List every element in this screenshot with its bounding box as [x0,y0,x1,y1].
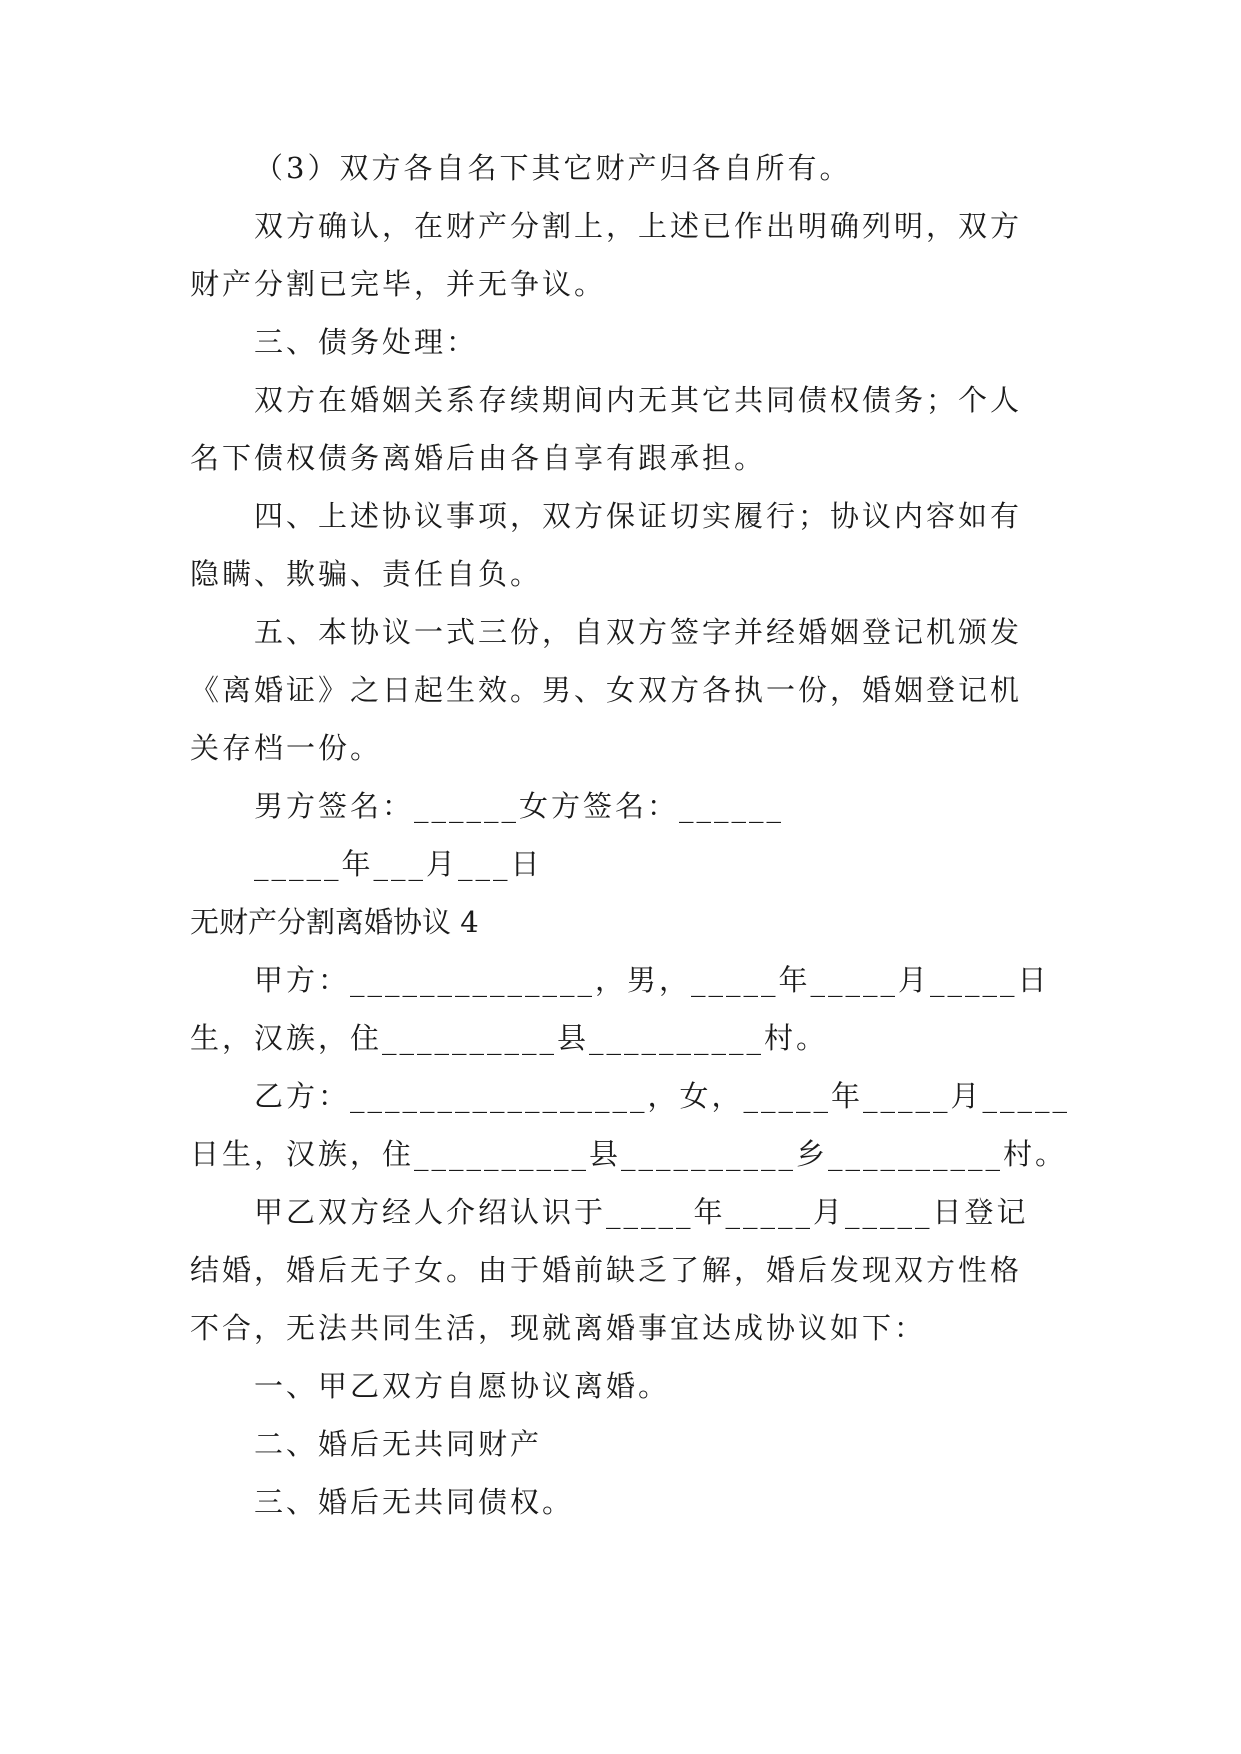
paragraph-line: 生，汉族，住__________县__________村。 [190,1021,829,1055]
paragraph-line: 日生，汉族，住__________县__________乡__________村。 [190,1137,1068,1171]
paragraph-line: 甲方：______________，男，_____年_____月_____日 [254,963,1050,997]
paragraph-line: 乙方：_________________，女，_____年_____月_____ [254,1079,1071,1113]
signature-line: 男方签名：______女方签名：______ [254,789,785,823]
document-title: 无财产分割离婚协议 4 [190,905,479,939]
paragraph-line: 《离婚证》之日起生效。男、女双方各执一份，婚姻登记机 [190,673,1023,707]
paragraph-line: 一、甲乙双方自愿协议离婚。 [254,1369,671,1403]
paragraph-line: 名下债权债务离婚后由各自享有跟承担。 [190,441,767,475]
paragraph-line: （3）双方各自名下其它财产归各自所有。 [254,151,852,185]
paragraph-line: 关存档一份。 [190,731,383,765]
paragraph-line: 甲乙双方经人介绍认识于_____年_____月_____日登记 [254,1195,1029,1229]
paragraph-line: 不合，无法共同生活，现就离婚事宜达成协议如下： [190,1311,927,1345]
paragraph-line: 双方确认，在财产分割上，上述已作出明确列明，双方 [254,209,1023,243]
paragraph-line: 二、婚后无共同财产 [254,1427,543,1461]
paragraph-line: 结婚，婚后无子女。由于婚前缺乏了解，婚后发现双方性格 [190,1253,1023,1287]
paragraph-line: 双方在婚姻关系存续期间内无其它共同债权债务；个人 [254,383,1023,417]
paragraph-line: 五、本协议一式三份，自双方签字并经婚姻登记机颁发 [254,615,1023,649]
section-heading: 三、债务处理： [254,325,479,359]
paragraph-line: 财产分割已完毕，并无争议。 [190,267,607,301]
paragraph-line: 四、上述协议事项，双方保证切实履行；协议内容如有 [254,499,1023,533]
date-line: _____年___月___日 [254,847,543,881]
paragraph-line: 三、婚后无共同债权。 [254,1485,575,1519]
paragraph-line: 隐瞒、欺骗、责任自负。 [190,557,543,591]
